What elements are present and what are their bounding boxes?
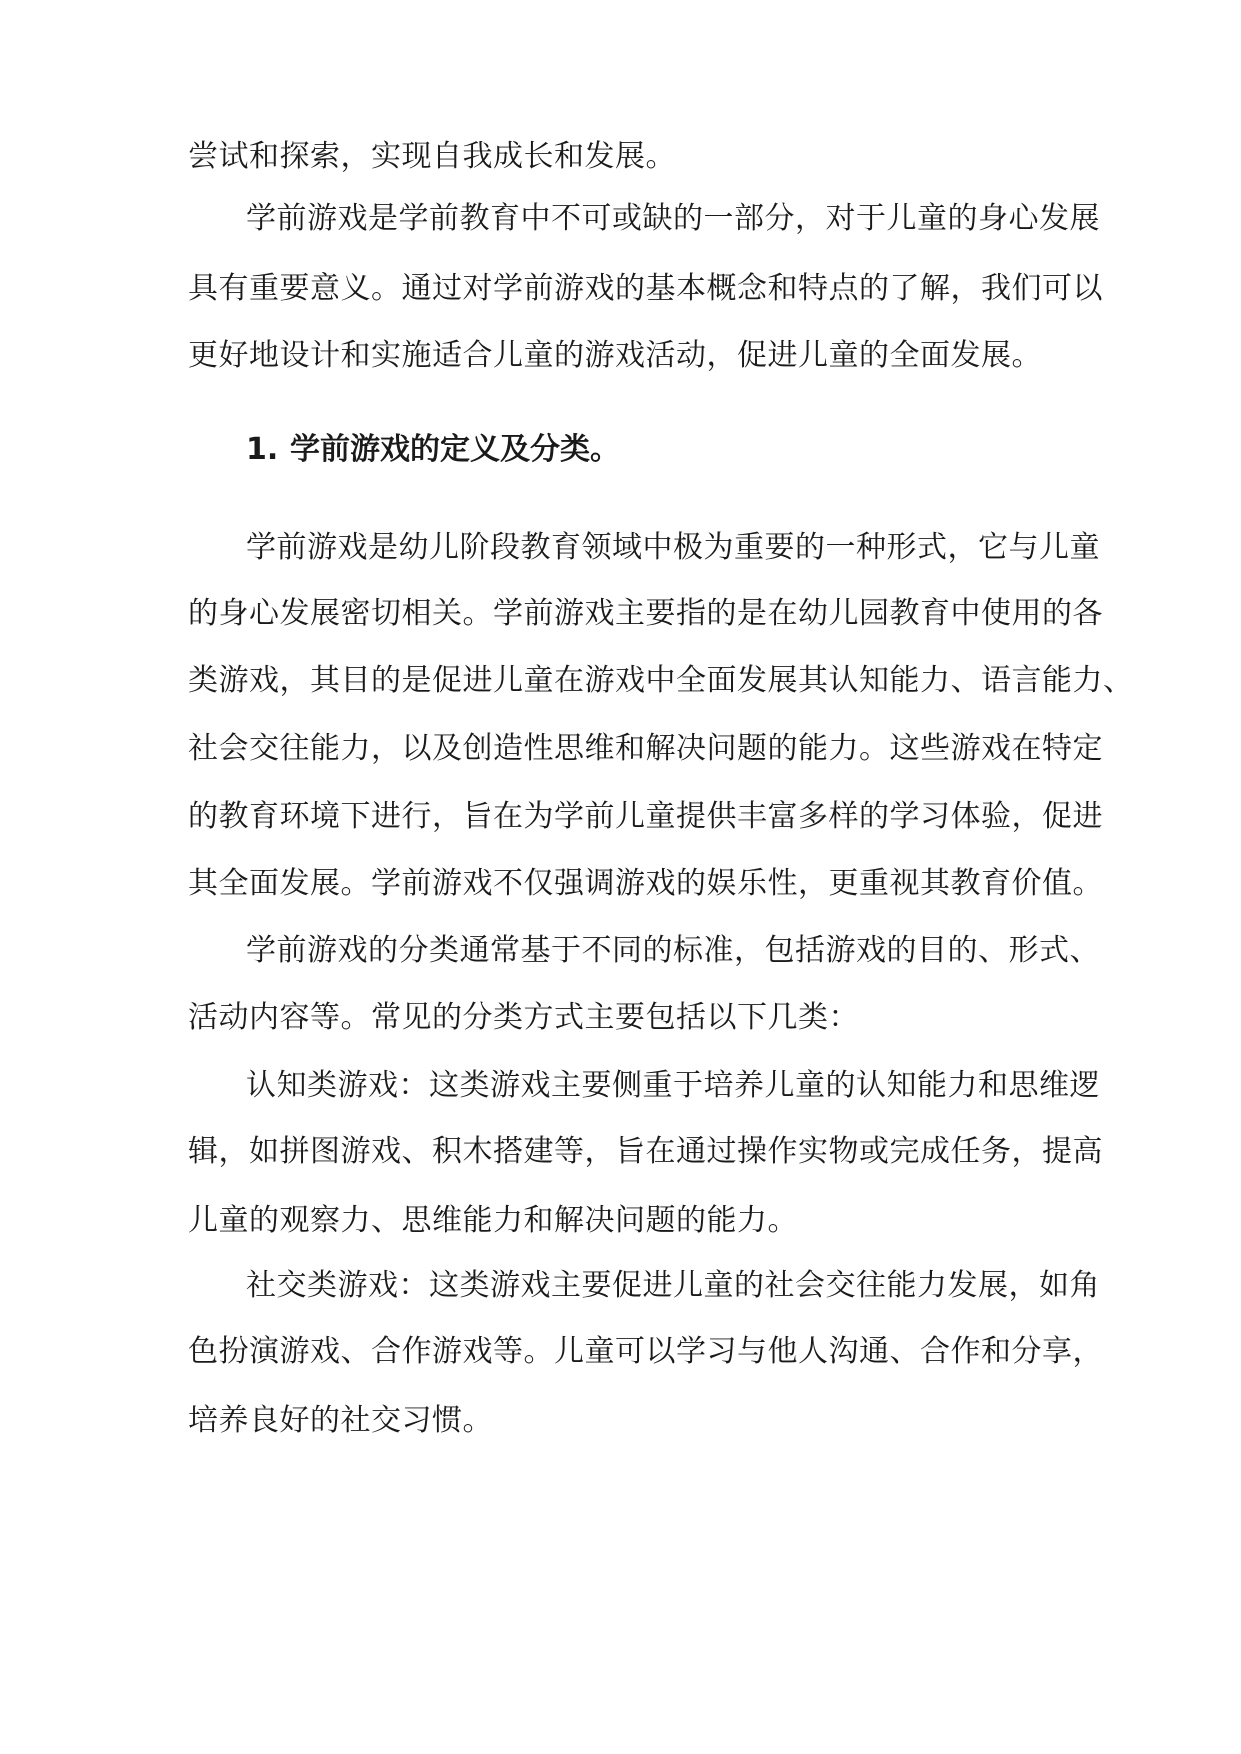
section-number: 1. [246,432,279,467]
paragraph-line: 类游戏，其目的是促进儿童在游戏中全面发展其认知能力、语言能力、 [188,663,1134,698]
paragraph-line: 社会交往能力，以及创造性思维和解决问题的能力。这些游戏在特定 [188,731,1103,766]
paragraph-line: 活动内容等。常见的分类方式主要包括以下几类： [188,1000,859,1035]
section-title: 学前游戏的定义及分类。 [290,432,620,467]
section-heading [246,420,620,480]
paragraph-line: 的教育环境下进行，旨在为学前儿童提供丰富多样的学习体验，促进 [188,799,1103,834]
paragraph-line: 认知类游戏：这类游戏主要侧重于培养儿童的认知能力和思维逻 [246,1068,1100,1103]
paragraph-line: 社交类游戏：这类游戏主要促进儿童的社会交往能力发展，如角 [246,1268,1100,1303]
paragraph-line: 培养良好的社交习惯。 [188,1403,493,1438]
paragraph-line: 学前游戏是学前教育中不可或缺的一部分，对于儿童的身心发展 [246,201,1100,236]
paragraph-line: 其全面发展。学前游戏不仅强调游戏的娱乐性，更重视其教育价值。 [188,866,1103,901]
paragraph-line: 具有重要意义。通过对学前游戏的基本概念和特点的了解，我们可以 [188,271,1103,306]
paragraph-line: 儿童的观察力、思维能力和解决问题的能力。 [188,1203,798,1238]
paragraph-line: 色扮演游戏、合作游戏等。儿童可以学习与他人沟通、合作和分享， [188,1334,1103,1369]
paragraph-line: 学前游戏的分类通常基于不同的标准，包括游戏的目的、形式、 [246,933,1100,968]
paragraph-line: 辑，如拼图游戏、积木搭建等，旨在通过操作实物或完成任务，提高 [188,1134,1103,1169]
paragraph-line: 更好地设计和实施适合儿童的游戏活动，促进儿童的全面发展。 [188,338,1042,373]
paragraph-line: 学前游戏是幼儿阶段教育领域中极为重要的一种形式，它与儿童 [246,530,1100,565]
paragraph-line: 尝试和探索，实现自我成长和发展。 [188,139,676,174]
paragraph-line: 的身心发展密切相关。学前游戏主要指的是在幼儿园教育中使用的各 [188,596,1103,631]
